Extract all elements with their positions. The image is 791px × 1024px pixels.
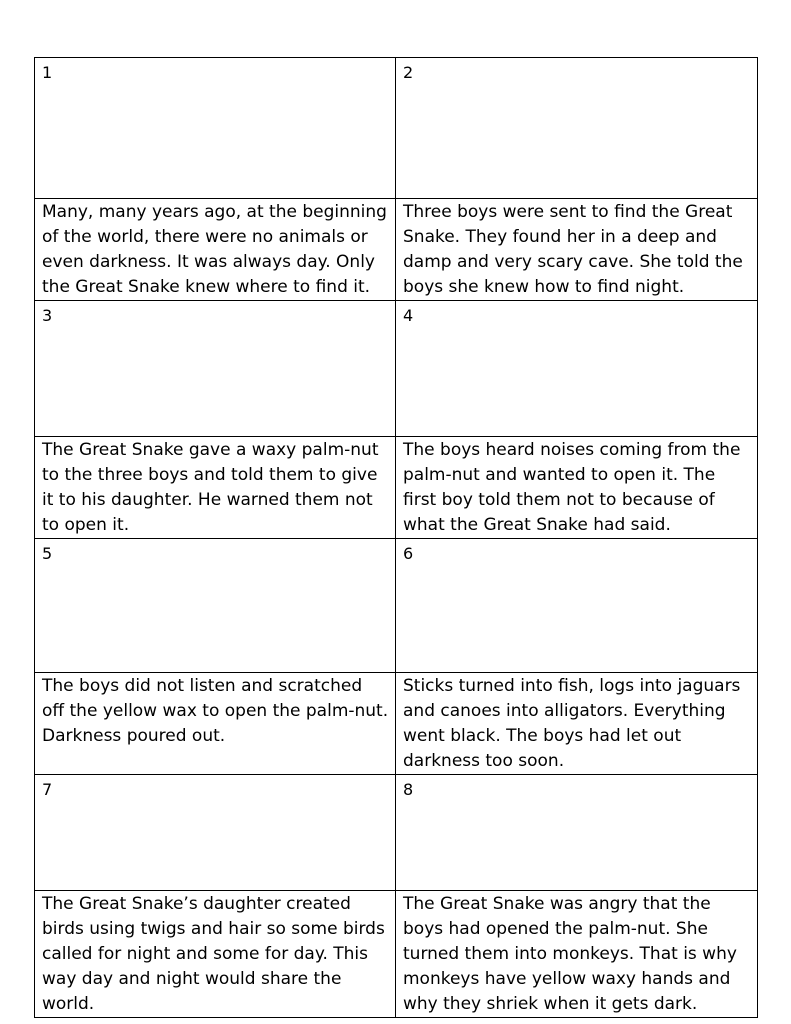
panel-text-row [35,891,758,1018]
panel-text-3: The Great Snake gave a waxy palm-nut to the three boys and told them to give it to his daughter. He warned them not to open it. [35,437,396,539]
panel-number-row [35,539,758,673]
panel-text-8: The Great Snake was angry that the boys had opened the palm-nut. She turned them into monkeys. That is why monkeys have yellow waxy hands and why they shriek when it gets dark. [396,891,758,1018]
panel-number-5: 5 [35,539,396,673]
panel-text-6: Sticks turned into fish, logs into jaguars and canoes into alligators. Everything went black. The boys had let out darkness too soon. [396,673,758,775]
panel-text-row [35,673,758,775]
panel-text-row [35,437,758,539]
panel-number-7: 7 [35,775,396,891]
panel-number-3: 3 [35,301,396,437]
panel-text-1: Many, many years ago, at the beginning of the world, there were no animals or even darkness. It was always day. Only the Great Snake knew where to find it. [35,199,396,301]
panel-text-row [35,199,758,301]
panel-number-2: 2 [396,58,758,199]
panel-number-row [35,775,758,891]
storyboard-table [34,57,758,1018]
panel-number-row [35,58,758,199]
panel-text-5: The boys did not listen and scratched off the yellow wax to open the palm-nut. Darkness poured out. [35,673,396,775]
panel-number-4: 4 [396,301,758,437]
panel-number-1: 1 [35,58,396,199]
panel-text-2: Three boys were sent to find the Great Snake. They found her in a deep and damp and very scary cave. She told the boys she knew how to find night. [396,199,758,301]
panel-number-8: 8 [396,775,758,891]
panel-text-7: The Great Snake’s daughter created birds using twigs and hair so some birds called for night and some for day. This way day and night would share the world. [35,891,396,1018]
panel-number-6: 6 [396,539,758,673]
panel-number-row [35,301,758,437]
panel-text-4: The boys heard noises coming from the palm-nut and wanted to open it. The first boy told them not to because of what the Great Snake had said. [396,437,758,539]
